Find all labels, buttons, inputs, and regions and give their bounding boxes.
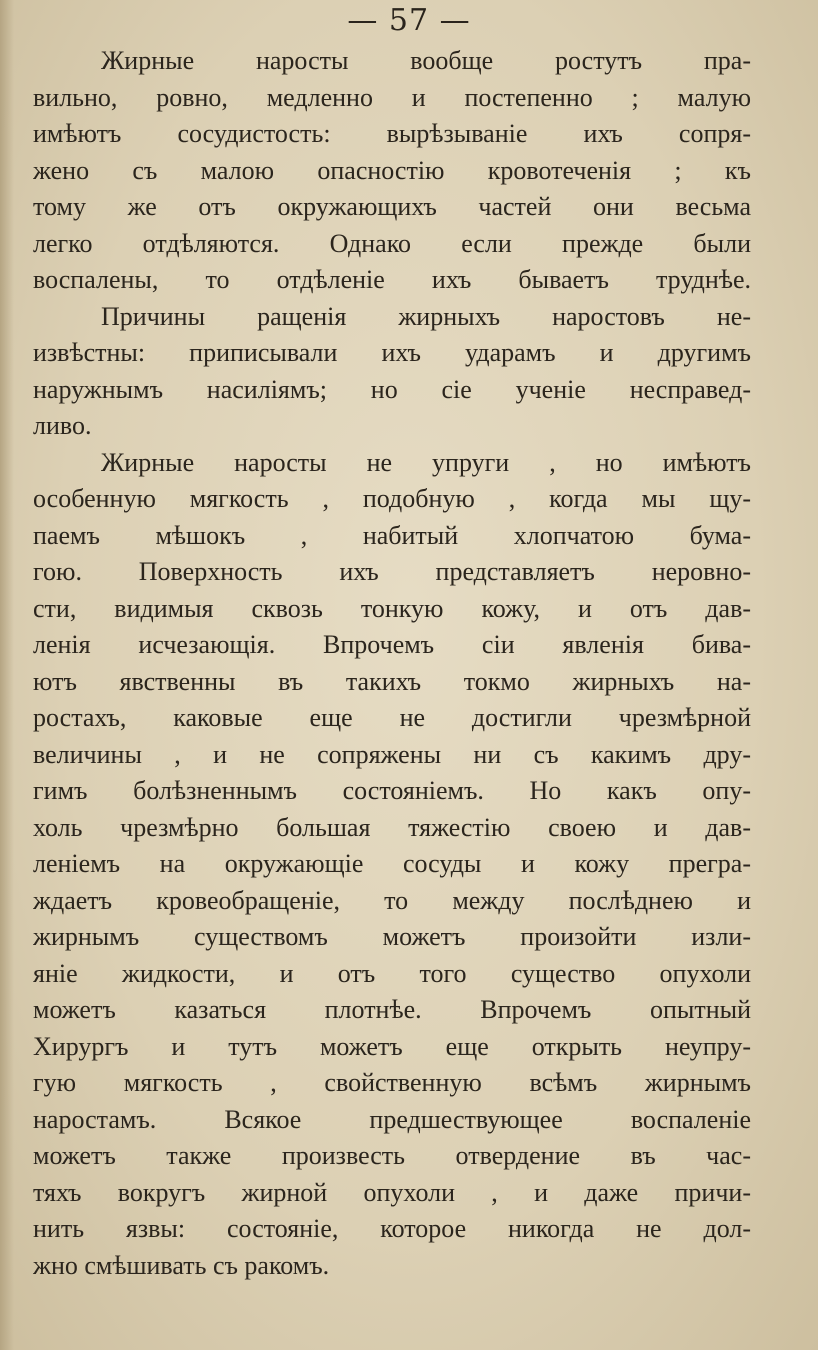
text-line: легко отдѣляются. Однако если прежде были	[33, 228, 751, 258]
text-line: можетъ казаться плотнѣе. Впрочемъ опытный	[33, 995, 751, 1024]
text-line: жно смѣшивать съ ракомъ.	[33, 1250, 330, 1280]
text-line: сти, видимыя сквозь тонкую кожу, и отъ дав-	[33, 593, 751, 623]
text-line: можетъ также произвесть отвердение въ час-	[33, 1141, 751, 1170]
page-edge-shadow	[0, 0, 14, 1350]
text-line: холь чрезмѣрно большая тяжестію своею и дав-	[33, 812, 751, 842]
text-line: паемъ мѣшокъ , набитый хлопчатою бума-	[33, 520, 751, 550]
text-line: леніемъ на окружающіе сосуды и кожу прегра-	[33, 849, 751, 878]
text-line: гую мягкость , свойственную всѣмъ жирнымъ	[33, 1068, 751, 1097]
text-line: наружнымъ насиліямъ; но сіе ученіе несправед-	[33, 374, 751, 404]
text-line: имѣютъ сосудистость: вырѣзываніе ихъ сопря-	[33, 119, 751, 148]
text-line: гою. Поверхность ихъ представляетъ неровно-	[33, 557, 751, 586]
text-line: величины , и не сопряжены ни съ какимъ дру-	[33, 739, 751, 769]
text-line: ростахъ, каковые еще не достигли чрезмѣрной	[33, 703, 751, 732]
text-line: Хирургъ и тутъ можетъ еще открыть неупру-	[33, 1031, 751, 1061]
text-line: ленія исчезающія. Впрочемъ сіи явленія бива-	[33, 630, 751, 659]
text-line: Причины ращенія жирныхъ наростовъ не-	[101, 301, 751, 331]
text-line: тяхъ вокругъ жирной опухоли , и даже причи-	[33, 1177, 751, 1207]
text-line: ливо.	[33, 411, 92, 440]
text-line: воспалены, то отдѣленіе ихъ бываетъ труднѣе.	[33, 265, 751, 294]
text-line: нить язвы: состояніе, которое никогда не дол-	[33, 1214, 751, 1243]
text-line: жирнымъ существомъ можетъ произойти изли-	[33, 922, 751, 951]
text-line: извѣстны: приписывали ихъ ударамъ и другимъ	[33, 338, 751, 367]
text-line: Жирные наросты не упруги , но имѣютъ	[101, 447, 751, 477]
text-line: особенную мягкость , подобную , когда мы щу-	[33, 484, 751, 513]
text-line: Жирные наросты вообще ростутъ пра-	[101, 46, 751, 75]
text-line: гимъ болѣзненнымъ состояніемъ. Но какъ опу-	[33, 776, 751, 805]
text-line: ютъ явственны въ такихъ токмо жирныхъ на-	[33, 666, 751, 696]
body-text	[33, 43, 751, 1284]
text-line: ждаетъ кровеобращеніе, то между послѣднею и	[33, 885, 751, 915]
text-line: наростамъ. Всякое предшествующее воспаленіе	[33, 1104, 751, 1134]
text-line: вильно, ровно, медленно и постепенно ; малую	[33, 82, 751, 112]
text-line: тому же отъ окружающихъ частей они весьма	[33, 192, 751, 221]
text-line: яніе жидкости, и отъ того существо опухоли	[33, 958, 751, 988]
page-number: — 57 —	[347, 3, 471, 38]
text-line: жено съ малою опасностію кровотеченія ; къ	[33, 155, 751, 185]
